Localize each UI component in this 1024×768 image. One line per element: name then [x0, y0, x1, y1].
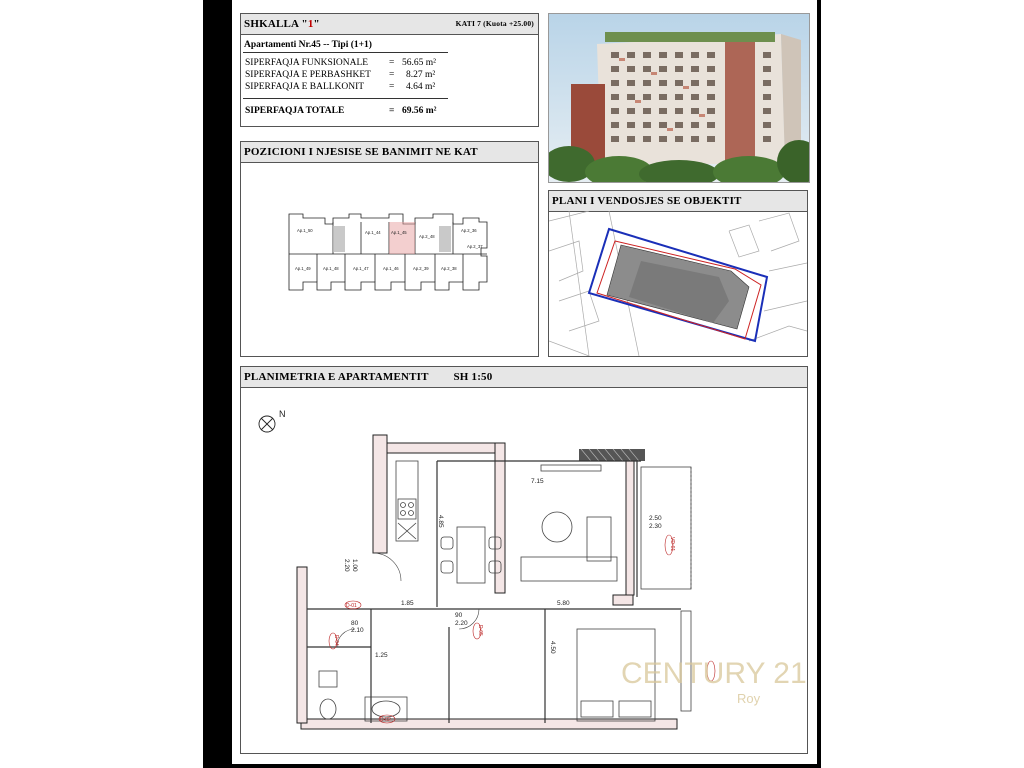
unit-label: Ap.2_39 — [413, 266, 429, 271]
north-arrow-icon — [259, 416, 275, 432]
position-panel-title: POZICIONI I NJESISE SE BANIMIT NE KAT — [241, 142, 538, 163]
unit-label: Ap.1_49 — [295, 266, 311, 271]
stair-number: 1 — [307, 18, 314, 30]
floorplan-title-bar — [241, 367, 807, 388]
area-label: SIPERFAQJA FUNKSIONALE — [245, 58, 369, 68]
stair-label: SHKALLA " — [244, 18, 308, 30]
door-tag: D-04 — [333, 635, 339, 646]
site-plan-panel — [548, 190, 808, 357]
building-render-image — [549, 14, 809, 182]
north-label: N — [279, 409, 286, 419]
position-panel — [240, 141, 539, 357]
unit-label: Ap.2_36 — [461, 228, 477, 233]
site-plan-drawing — [549, 211, 807, 356]
area-eq: = — [389, 58, 395, 68]
floor-label: KATI 7 (Kuota +25.00) — [455, 19, 534, 28]
unit-label: Ap.1_47 — [353, 266, 369, 271]
floorplan-panel — [240, 366, 808, 754]
dim-250: 2.50 — [649, 515, 662, 522]
left-margin — [0, 0, 203, 768]
floorplan-scale: SH 1:50 — [453, 371, 493, 383]
area-value: 8.27 m² — [406, 70, 436, 80]
total-value: 69.56 m² — [402, 106, 437, 116]
area-eq: = — [389, 82, 395, 92]
area-row-balcony — [245, 82, 364, 92]
dim-220: 2.20 — [455, 620, 468, 627]
dim-715: 7.15 — [531, 478, 544, 485]
right-margin — [821, 0, 1024, 768]
dim-450: 4.50 — [549, 641, 556, 654]
divider — [243, 98, 448, 99]
door-tag: D-01 — [346, 603, 357, 609]
unit-label: Ap.1_45 — [391, 230, 407, 235]
dim-230: 2.30 — [649, 523, 662, 530]
dim-80: 80 — [351, 620, 359, 627]
watermark-brand: CENTURY 21 — [621, 657, 807, 690]
dim-125: 1.25 — [375, 652, 388, 659]
area-label: SIPERFAQJA E PERBASHKET — [245, 70, 371, 80]
dining-table — [441, 527, 501, 583]
unit-label: Ap.1_46 — [383, 266, 399, 271]
area-value: 56.65 m² — [402, 58, 436, 68]
total-eq: = — [389, 106, 395, 116]
dim-185: 1.85 — [401, 600, 414, 607]
bathroom-fixtures — [319, 671, 407, 721]
dim-485: 4.85 — [437, 515, 444, 528]
door-tag: D-02 — [380, 717, 391, 723]
unit-label: Ap.2_48 — [419, 234, 435, 239]
dim-580: 5.80 — [557, 600, 570, 607]
dim-220b: 2.20 — [343, 559, 350, 572]
area-label: SIPERFAQJA E BALLKONIT — [245, 82, 365, 92]
site-plan-title: PLANI I VENDOSJES SE OBJEKTIT — [549, 191, 807, 212]
document-page — [232, 0, 817, 764]
apartment-floorplan — [241, 387, 807, 753]
stair-header — [241, 14, 538, 35]
unit-label: Ap.1_44 — [365, 230, 381, 235]
stair-label-end: " — [313, 18, 320, 30]
area-row-common — [245, 70, 371, 80]
door-tag: D-05 — [477, 625, 483, 636]
unit-label: Ap.2_37 — [467, 244, 483, 249]
building-render — [548, 13, 810, 183]
window-tag: VD-01 — [669, 537, 675, 552]
dim-210: 2.10 — [351, 627, 364, 634]
unit-label: Ap.1_48 — [323, 266, 339, 271]
apartment-title: Apartamenti Nr.45 -- Tipi (1+1) — [244, 40, 372, 50]
floor-position-plan — [241, 162, 538, 356]
total-label: SIPERFAQJA TOTALE — [245, 106, 345, 116]
kitchen-counter — [396, 461, 418, 541]
dim-90: 90 — [455, 612, 463, 619]
unit-label: Ap.2_38 — [441, 266, 457, 271]
unit-label: Ap.1_50 — [297, 228, 313, 233]
watermark-agent: Roy — [737, 691, 761, 706]
floorplan-title: PLANIMETRIA E APARTAMENTIT — [244, 371, 429, 383]
dim-100: 1.00 — [351, 559, 358, 572]
area-info-panel — [240, 13, 539, 127]
area-eq: = — [389, 70, 395, 80]
area-value: 4.64 m² — [406, 82, 436, 92]
hatched-wall — [579, 449, 645, 461]
area-row-functional — [245, 58, 368, 68]
highlighted-unit — [389, 222, 415, 254]
divider — [243, 52, 448, 53]
